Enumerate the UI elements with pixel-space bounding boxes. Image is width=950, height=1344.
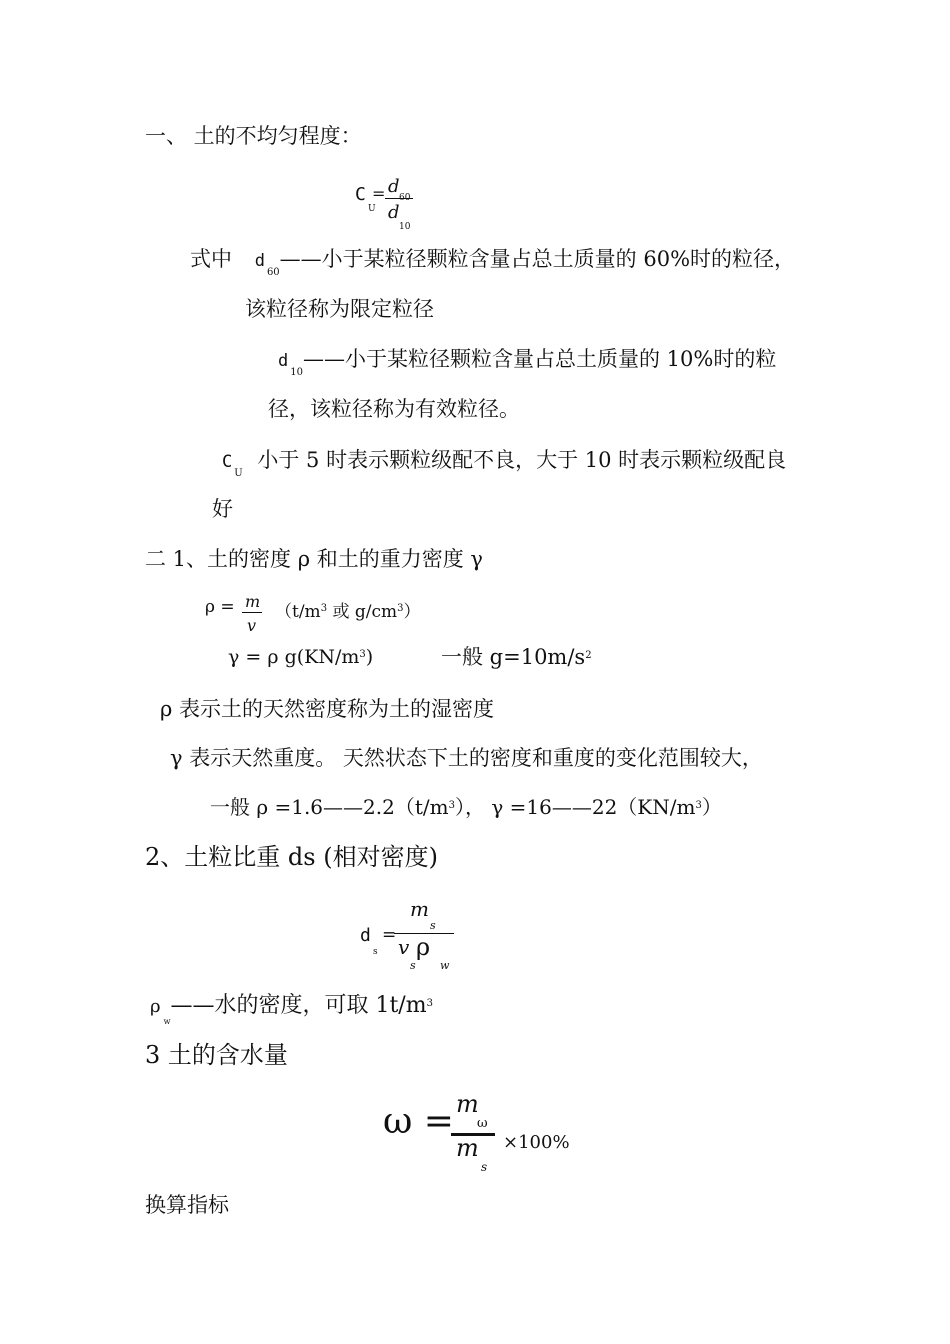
cu-criteria-end: 好	[212, 497, 233, 521]
cu-fraction-bar	[385, 198, 413, 199]
unit-weight-formula: γ = ρ $g(KN/m^3)$	[228, 646, 374, 668]
ds-denominator-rho: ρ	[416, 933, 431, 961]
ds-denominator-v-sub: s	[410, 959, 416, 972]
ds-denominator-v: v	[398, 935, 410, 959]
cu-symbol: C	[355, 184, 366, 205]
section-2-heading: 二 1、土的密度 ρ 和土的重力密度 γ	[145, 547, 483, 571]
specific-gravity-formula	[360, 897, 470, 977]
wet-density-description: ρ 表示土的天然密度称为土的湿密度	[160, 697, 495, 721]
rho-w-symbol: ρ	[150, 996, 161, 1017]
ds-equals: =	[382, 925, 397, 945]
typical-range-line: 一般 $\rho =1.6——2.2(t/m^3)$， $\gamma =16——22(KN/m^3)$	[210, 795, 722, 819]
cu-numerator: d	[388, 176, 400, 197]
ds-symbol: d	[360, 925, 371, 946]
ds-numerator: m	[410, 897, 429, 921]
density-unit: （$t/m^3$ 或 $g/cm^3$）	[275, 602, 421, 622]
cu-denominator: d	[388, 202, 400, 223]
cu-criteria-line: $C_U$ 小于 5 时表示颗粒级配不良，大于 10 时表示颗粒级配良	[222, 448, 787, 479]
ds-subscript: s	[373, 947, 378, 957]
cu-denominator-sub: 10	[399, 222, 411, 232]
density-formula	[205, 592, 435, 636]
ds-denominator-rho-sub: w	[440, 959, 450, 972]
omega-lhs: ω =	[383, 1101, 454, 1142]
unit-weight-description: γ 表示天然重度。 天然状态下土的密度和重度的变化范围较大，	[170, 746, 763, 770]
d60-name-line: 该粒径称为限定粒径	[245, 297, 434, 321]
omega-times-100: ×100%	[503, 1132, 570, 1153]
cu-equals: =	[372, 184, 386, 203]
d10-symbol: d	[278, 351, 289, 371]
gravity-value: 一般 $g=10m/s^2$	[441, 645, 592, 669]
cu-criteria-symbol: C	[222, 452, 233, 472]
omega-denominator: m	[456, 1134, 479, 1162]
water-content-heading: 3 土的含水量	[145, 1041, 288, 1069]
water-content-formula	[383, 1090, 583, 1175]
d10-name-line: 径，该粒径称为有效粒径。	[268, 397, 520, 421]
density-denominator: v	[247, 616, 257, 635]
water-density-line: $\rho_w——$水的密度，可取 $1t/m^3$	[150, 993, 433, 1026]
cu-criteria-subscript: U	[234, 468, 243, 479]
cu-numerator-sub: 60	[399, 193, 411, 203]
definition-d10-line: $d_{10}——$小于某粒径颗粒含量占总土质量的 10%时的粒	[278, 347, 777, 378]
omega-denominator-sub: s	[481, 1160, 488, 1174]
d10-subscript: 10	[290, 367, 303, 378]
density-lhs: ρ =	[205, 597, 235, 617]
section-1-heading: 一、 土的不均匀程度：	[145, 124, 362, 148]
definition-d60-line: 式中 $d_{60}——$小于某粒径颗粒含量占总土质量的 60%时的粒径，	[190, 247, 796, 278]
omega-numerator-sub: ω	[477, 1116, 488, 1131]
conversion-indices-heading: 换算指标	[145, 1193, 229, 1217]
cu-subscript: U	[368, 204, 376, 214]
density-fraction-bar	[242, 612, 262, 613]
cu-formula	[355, 176, 425, 236]
specific-gravity-heading: 2、土粒比重 ds (相对密度)	[145, 843, 438, 871]
density-numerator: m	[245, 592, 261, 611]
d60-symbol: d	[254, 251, 265, 271]
d60-subscript: 60	[266, 267, 280, 278]
ds-numerator-sub: s	[430, 919, 436, 932]
omega-numerator: m	[456, 1090, 479, 1118]
